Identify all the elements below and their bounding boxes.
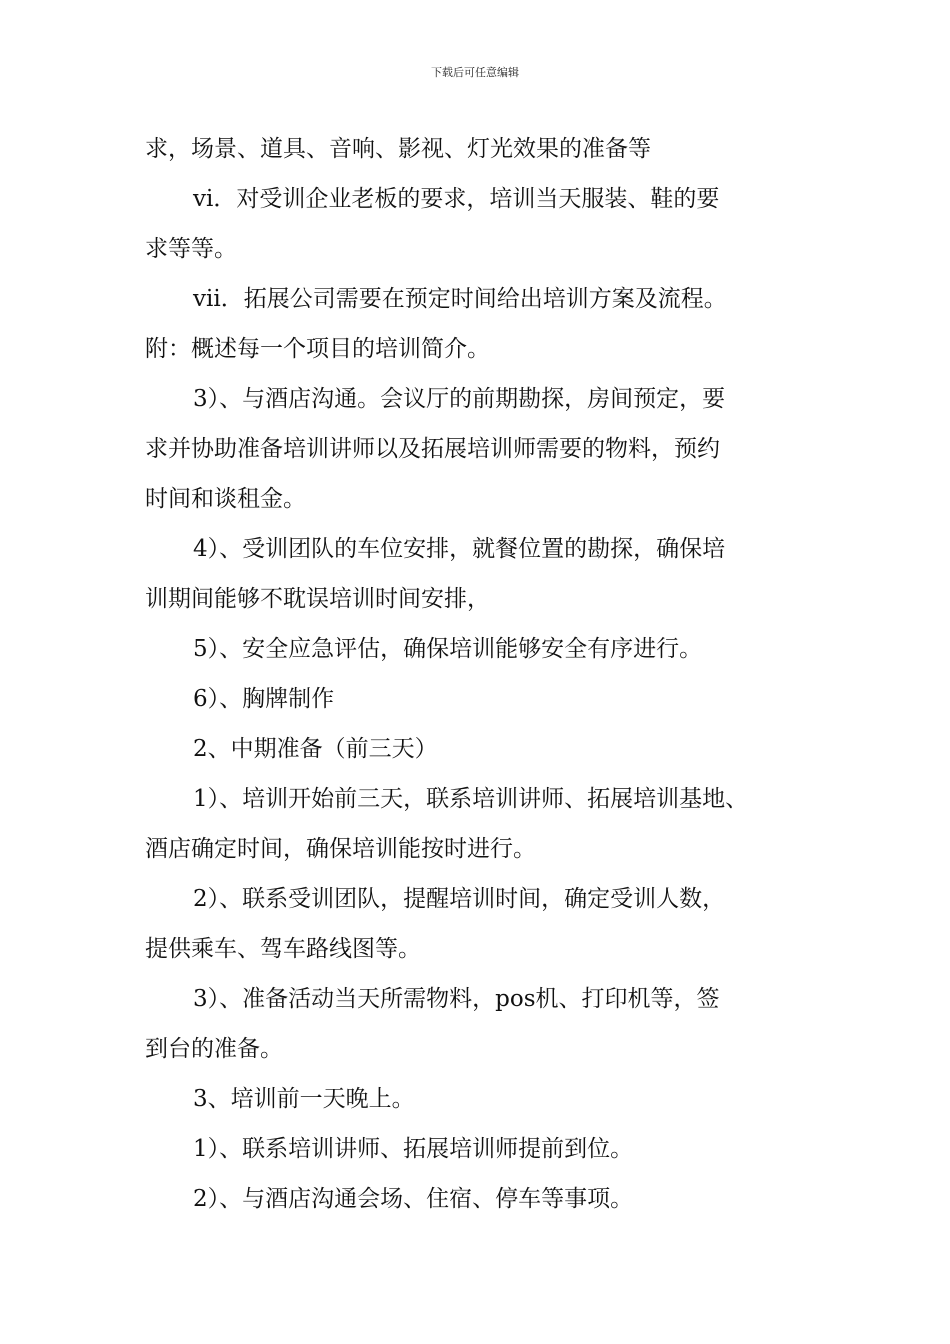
text-line: 到台的准备。: [145, 1036, 283, 1062]
text-line: 3、培训前一天晚上。: [193, 1086, 415, 1112]
text-line: 2）、联系受训团队，提醒培训时间，确定受训人数，: [193, 886, 726, 912]
text-line: vi．对受训企业老板的要求，培训当天服装、鞋的要: [193, 186, 720, 212]
text-line: 提供乘车、驾车路线图等。: [145, 936, 421, 962]
text-line: 6）、胸牌制作: [193, 686, 335, 712]
text-line: 求，场景、道具、音响、影视、灯光效果的准备等: [145, 136, 651, 162]
text-line: 酒店确定时间，确保培训能按时进行。: [145, 836, 536, 862]
text-line: 3）、与酒店沟通。会议厅的前期勘探，房间预定，要: [193, 386, 726, 412]
text-line: 求并协助准备培训讲师以及拓展培训师需要的物料，预约: [145, 436, 720, 462]
text-line: 求等等。: [145, 236, 237, 262]
text-line: 1）、培训开始前三天，联系培训讲师、拓展培训基地、: [193, 786, 749, 812]
text-line: 5）、安全应急评估，确保培训能够安全有序进行。: [193, 636, 703, 662]
text-line: 附：概述每一个项目的培训简介。: [145, 336, 490, 362]
text-line: 1）、联系培训讲师、拓展培训师提前到位。: [193, 1136, 634, 1162]
text-line: 时间和谈租金。: [145, 486, 306, 512]
text-line: vii．拓展公司需要在预定时间给出培训方案及流程。: [193, 286, 727, 312]
text-line: 2）、与酒店沟通会场、住宿、停车等事项。: [193, 1186, 634, 1212]
text-line: 3）、准备活动当天所需物料，pos机、打印机等，签: [193, 986, 720, 1012]
page-header: 下载后可任意编辑: [431, 66, 519, 79]
text-line: 训期间能够不耽误培训时间安排，: [145, 586, 490, 612]
text-line: 2、中期准备（前三天）: [193, 736, 438, 762]
text-line: 4）、受训团队的车位安排，就餐位置的勘探，确保培: [193, 536, 726, 562]
